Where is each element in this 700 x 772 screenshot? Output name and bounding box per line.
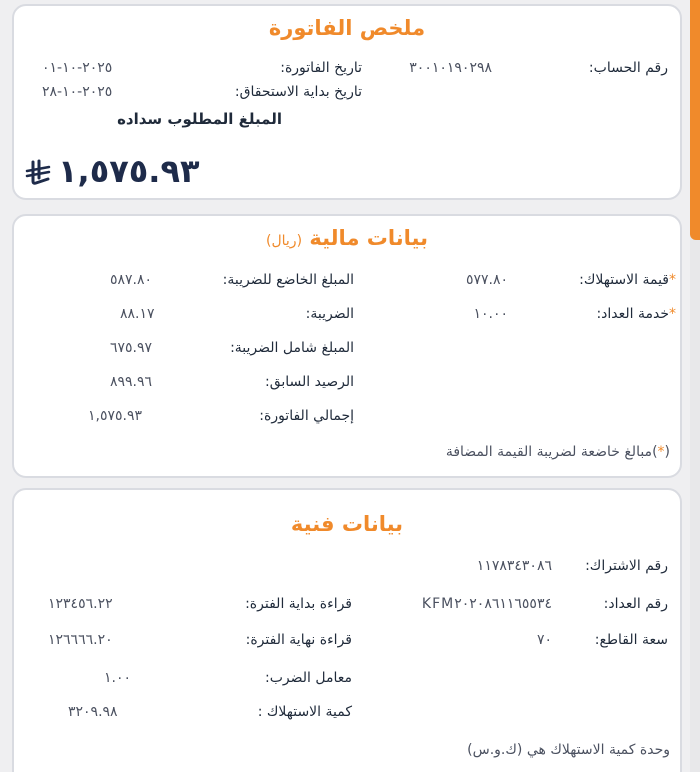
multiplier-value: ١.٠٠ [104, 670, 132, 686]
amount-due-label: المبلغ المطلوب سداده [117, 110, 282, 128]
account-value: ٣٠٠١٠١٩٠٢٩٨ [409, 60, 492, 76]
subscription-label: رقم الاشتراك: [585, 558, 668, 574]
quantity-value: ٣٢٠٩.٩٨ [68, 704, 118, 720]
total-value: ١,٥٧٥.٩٣ [88, 408, 143, 424]
financial-data-card [12, 214, 682, 478]
quantity-label: كمية الاستهلاك : [257, 704, 352, 720]
technical-title: بيانات فنية [290, 512, 404, 536]
due-start-label: تاريخ بداية الاستحقاق: [234, 84, 362, 100]
amount-due-value: ١,٥٧٥.٩٣ [24, 152, 200, 190]
meter-service-value: ١٠.٠٠ [473, 306, 508, 322]
multiplier-label: معامل الضرب: [265, 670, 352, 686]
meter-no-label: رقم العداد: [603, 596, 668, 612]
scrollbar-track[interactable] [690, 0, 700, 772]
incl-tax-label: المبلغ شامل الضريبة: [230, 340, 354, 356]
scrollbar-thumb[interactable] [690, 0, 700, 240]
tax-label: الضريبة: [305, 306, 354, 322]
taxable-value: ٥٨٧.٨٠ [110, 272, 153, 288]
end-reading-value: ١٢٦٦٦٦.٢٠ [48, 632, 113, 648]
financial-title: بيانات مالية (ريال) [266, 226, 428, 250]
taxable-label: المبلغ الخاضع للضريبة: [222, 272, 354, 288]
consumption-value: ٥٧٧.٨٠ [465, 272, 508, 288]
start-reading-label: قراءة بداية الفترة: [245, 596, 352, 612]
technical-data-card [12, 488, 682, 772]
due-start-value: ٢٠٢٥-١٠-٢٨ [42, 84, 113, 100]
riyal-currency-icon [24, 159, 52, 187]
prev-balance-label: الرصيد السابق: [265, 374, 354, 390]
breaker-value: ٧٠ [536, 632, 552, 648]
account-label: رقم الحساب: [588, 60, 668, 76]
tax-value: ٨٨.١٧ [120, 306, 155, 322]
start-reading-value: ١٢٣٤٥٦.٢٢ [48, 596, 113, 612]
total-label: إجمالي الفاتورة: [259, 408, 354, 424]
summary-title: ملخص الفاتورة [268, 16, 426, 40]
invoice-date-value: ٢٠٢٥-١٠-٠١ [42, 60, 113, 76]
meter-service-label: *خدمة العداد: [596, 306, 676, 322]
financial-title-currency: (ريال) [266, 233, 303, 249]
vat-note: (*)مبالغ خاضعة لضريبة القيمة المضافة [445, 444, 670, 460]
subscription-value: ١١٧٨٣٤٣٠٨٦ [476, 558, 552, 574]
invoice-date-label: تاريخ الفاتورة: [280, 60, 362, 76]
consumption-label: *قيمة الاستهلاك: [579, 272, 676, 288]
meter-no-value: KFM٢٠٢٠٨٦١١٦٥٥٣٤ [421, 596, 552, 612]
end-reading-label: قراءة نهاية الفترة: [245, 632, 352, 648]
invoice-summary-card [12, 4, 682, 200]
incl-tax-value: ٦٧٥.٩٧ [110, 340, 153, 356]
breaker-label: سعة القاطع: [594, 632, 668, 648]
prev-balance-value: ٨٩٩.٩٦ [110, 374, 153, 390]
unit-note: وحدة كمية الاستهلاك هي (ك.و.س) [467, 742, 670, 758]
